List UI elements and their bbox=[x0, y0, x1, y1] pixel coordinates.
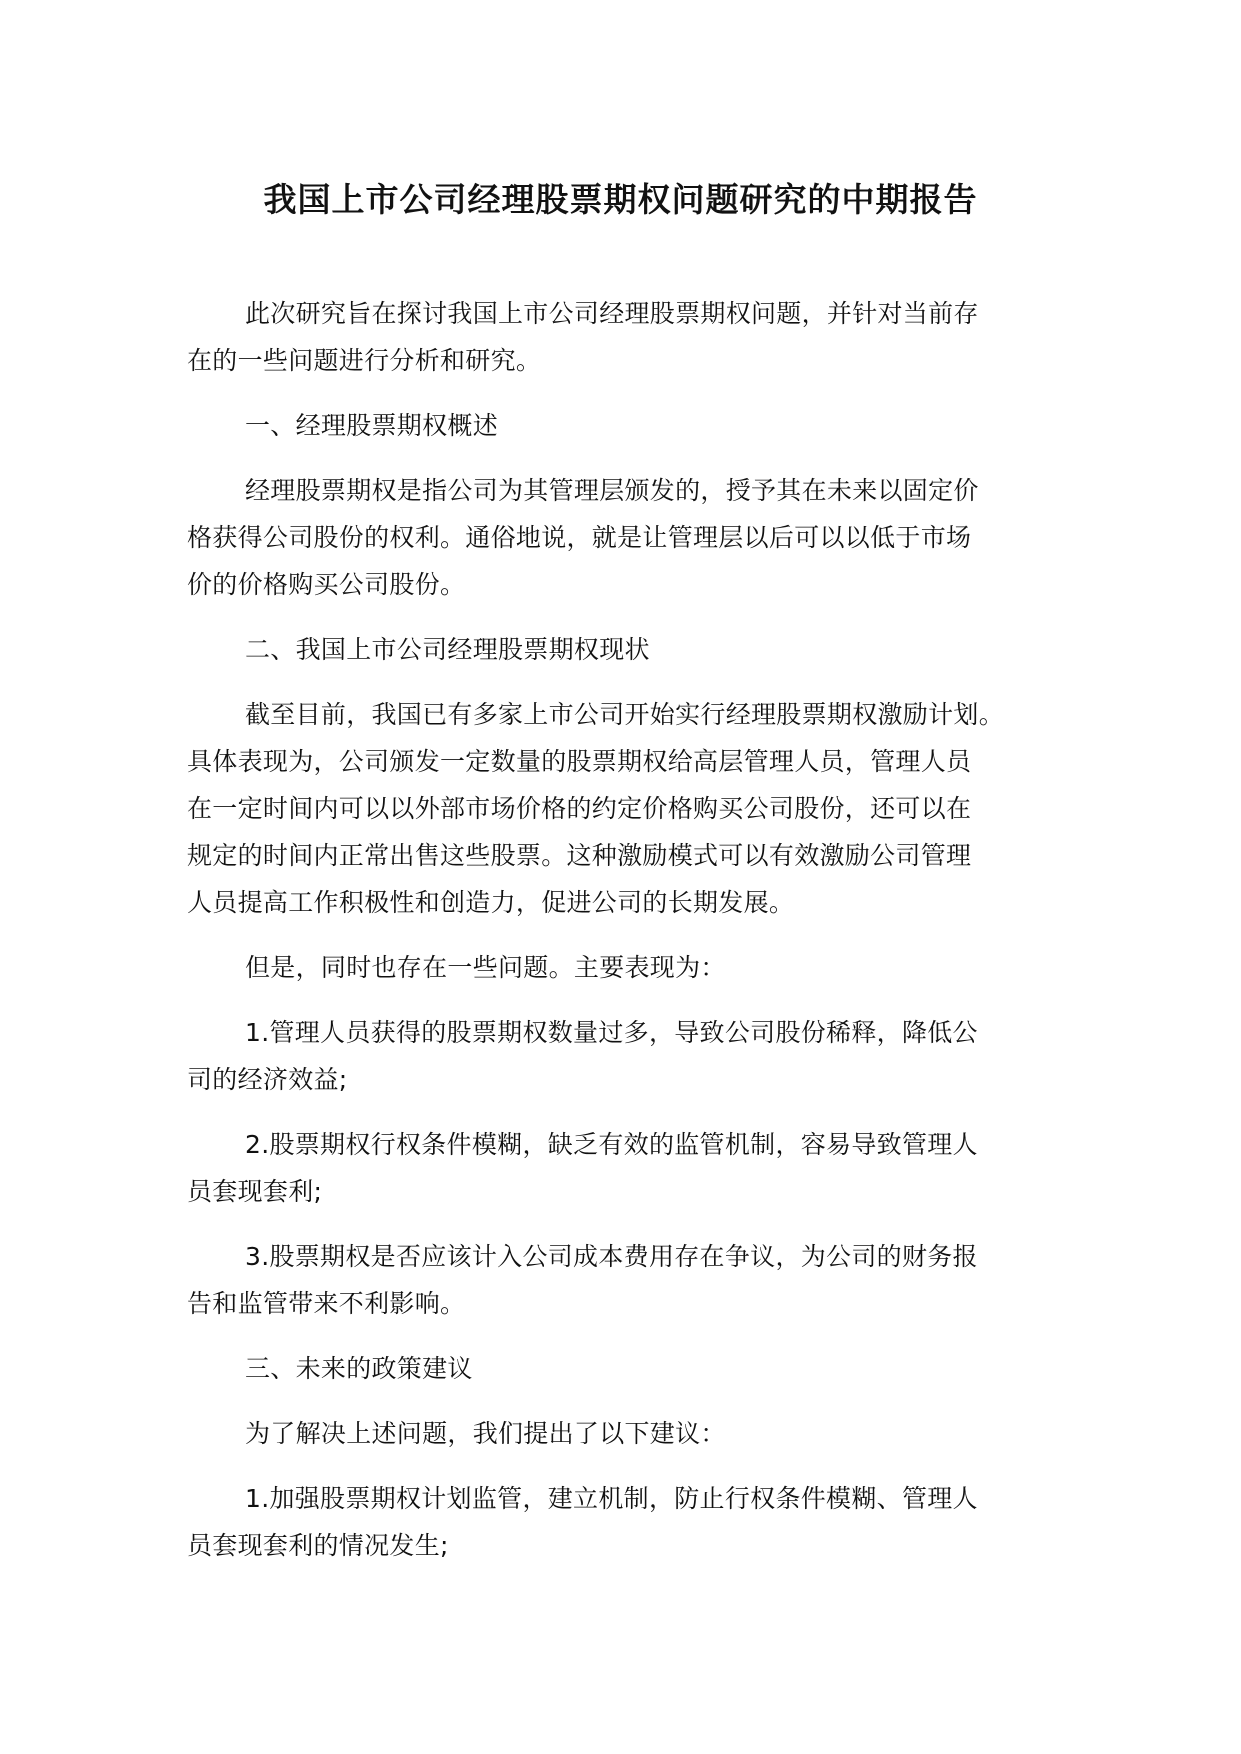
paragraph-line: 具体表现为，公司颁发一定数量的股票期权给高层管理人员，管理人员 bbox=[187, 747, 972, 776]
paragraph-line: 价的价格购买公司股份。 bbox=[187, 570, 466, 599]
list-item-problem-1 bbox=[187, 1009, 1087, 1103]
list-item-suggestion-1 bbox=[187, 1475, 1087, 1569]
paragraph-line: 格获得公司股份的权利。通俗地说，就是让管理层以后可以以低于市场 bbox=[187, 523, 972, 552]
paragraph-line: 但是，同时也存在一些问题。主要表现为： bbox=[245, 953, 726, 982]
section-heading-overview bbox=[187, 402, 1087, 449]
section-heading-status bbox=[187, 626, 1087, 673]
paragraph-line: 司的经济效益; bbox=[187, 1065, 348, 1094]
paragraph-line: 人员提高工作积极性和创造力，促进公司的长期发展。 bbox=[187, 888, 795, 917]
paragraph-line: 为了解决上述问题，我们提出了以下建议： bbox=[245, 1419, 726, 1448]
paragraph-status bbox=[187, 691, 1087, 926]
list-item-problem-2 bbox=[187, 1121, 1087, 1215]
paragraph-line: 2.股票期权行权条件模糊，缺乏有效的监管机制，容易导致管理人 bbox=[245, 1130, 978, 1159]
heading-line: 一、经理股票期权概述 bbox=[245, 411, 499, 440]
paragraph-line: 3.股票期权是否应该计入公司成本费用存在争议，为公司的财务报 bbox=[245, 1242, 978, 1271]
section-heading-suggestions bbox=[187, 1345, 1087, 1392]
paragraph-line: 截至目前，我国已有多家上市公司开始实行经理股票期权激励计划。 bbox=[245, 700, 1005, 729]
paragraph-line: 员套现套利; bbox=[187, 1177, 323, 1206]
heading-line: 二、我国上市公司经理股票期权现状 bbox=[245, 635, 650, 664]
paragraph-line: 在一定时间内可以以外部市场价格的约定价格购买公司股份，还可以在 bbox=[187, 794, 972, 823]
list-item-problem-3 bbox=[187, 1233, 1087, 1327]
document-title: 我国上市公司经理股票期权问题研究的中期报告 bbox=[263, 180, 978, 219]
paragraph-intro bbox=[187, 290, 1087, 384]
paragraph-suggestions-intro bbox=[187, 1410, 1087, 1457]
paragraph-line: 经理股票期权是指公司为其管理层颁发的，授予其在未来以固定价 bbox=[245, 476, 979, 505]
heading-line: 三、未来的政策建议 bbox=[245, 1354, 473, 1383]
paragraph-line: 员套现套利的情况发生; bbox=[187, 1531, 449, 1560]
paragraph-line: 规定的时间内正常出售这些股票。这种激励模式可以有效激励公司管理 bbox=[187, 841, 972, 870]
document-body bbox=[187, 290, 1087, 1587]
paragraph-problems-intro bbox=[187, 944, 1087, 991]
paragraph-line: 告和监管带来不利影响。 bbox=[187, 1289, 466, 1318]
paragraph-line: 在的一些问题进行分析和研究。 bbox=[187, 346, 542, 375]
paragraph-line: 1.加强股票期权计划监管，建立机制，防止行权条件模糊、管理人 bbox=[245, 1484, 978, 1513]
paragraph-definition bbox=[187, 467, 1087, 608]
paragraph-line: 1.管理人员获得的股票期权数量过多，导致公司股份稀释，降低公 bbox=[245, 1018, 978, 1047]
paragraph-line: 此次研究旨在探讨我国上市公司经理股票期权问题，并针对当前存 bbox=[245, 299, 979, 328]
